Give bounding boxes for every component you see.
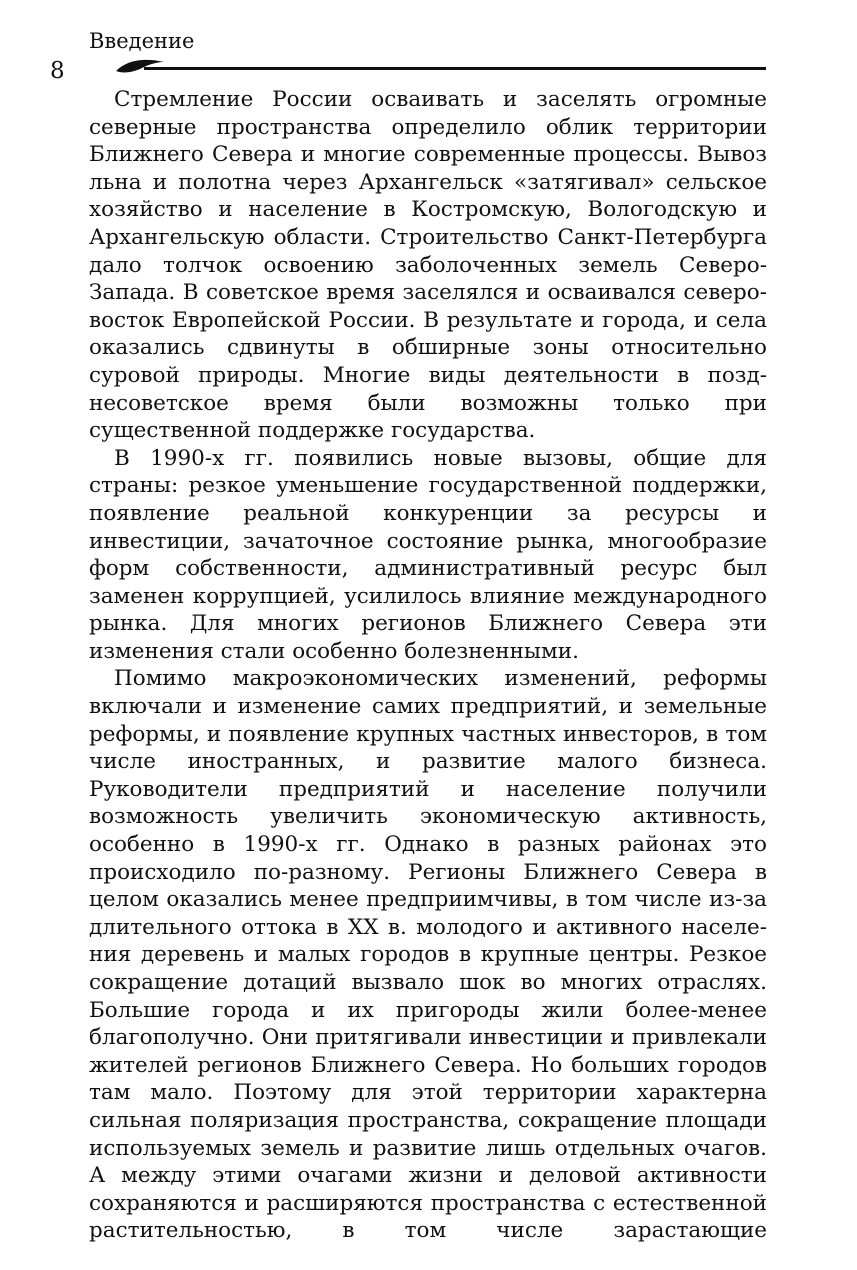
paragraph: В 1990-х гг. появились новые вызовы, общие для страны: резкое уменьшение государственной поддержки, появление реальной конкуренции за ресурсы и инвестиции, зачаточное состояние рынка, многообразие форм собственности, административный ресурс был заменен коррупцией, усилилось влияние международного рынка. Для многих регионов Ближнего Севера эти изменения стали особенно болезненными. — [89, 445, 767, 664]
header-rule-line — [144, 67, 766, 70]
page-number: 8 — [50, 58, 65, 84]
body-text — [89, 86, 767, 1245]
paragraph: Помимо макроэкономических изменений, реформы включали и изменение самих предприятий, и земельные реформы, и появление крупных частных инвесторов, в том числе иностранных, и развитие малого бизнеса. Руководители предприятий и население получили возможность увеличить экономическую активность, особенно в 1990-х гг. Однако в разных районах это происходило по-разному. Регионы Ближнего Севера в целом оказались менее предприимчивы, в том числе из-за длительного оттока в XX в. молодого и активного населения деревень и малых городов в крупные центры. Резкое сокращение дотаций вызвало шок во многих отраслях. Большие города и их пригороды жили более-менее благополучно. Они притягивали инвестиции и привлекали жителей регионов Ближнего Севера. Но больших городов там мало. Поэтому для этой территории характерна сильная поляризация пространства, сокращение площади используемых земель и развитие лишь отдельных очагов. А между этими очагами жизни и деловой активности сохраняются и расширяются пространства с естественной растительностью, в том числе зарастающие — [89, 666, 767, 1244]
header-rule — [114, 56, 766, 76]
paragraph: Стремление России осваивать и заселять огромные северные пространства определило облик территории Ближнего Севера и многие современные процессы. Вывоз льна и полотна через Архангельск «затягивал» сельское хозяйство и население в Костромскую, Вологодскую и Архангельскую области. Строительство Санкт-Петербурга дало толчок освоению заболоченных земель Северо-Запада. В советское время заселялся и осваивался северо-восток Европейской России. В результате и города, и села оказались сдвинуты в обширные зоны относительно суровой природы. Многие виды деятельности в позднесоветское время были возможны только при существенной поддержке государства. — [89, 87, 767, 444]
running-head: Введение — [89, 29, 195, 53]
leaf-swash-ornament-icon — [116, 60, 164, 73]
